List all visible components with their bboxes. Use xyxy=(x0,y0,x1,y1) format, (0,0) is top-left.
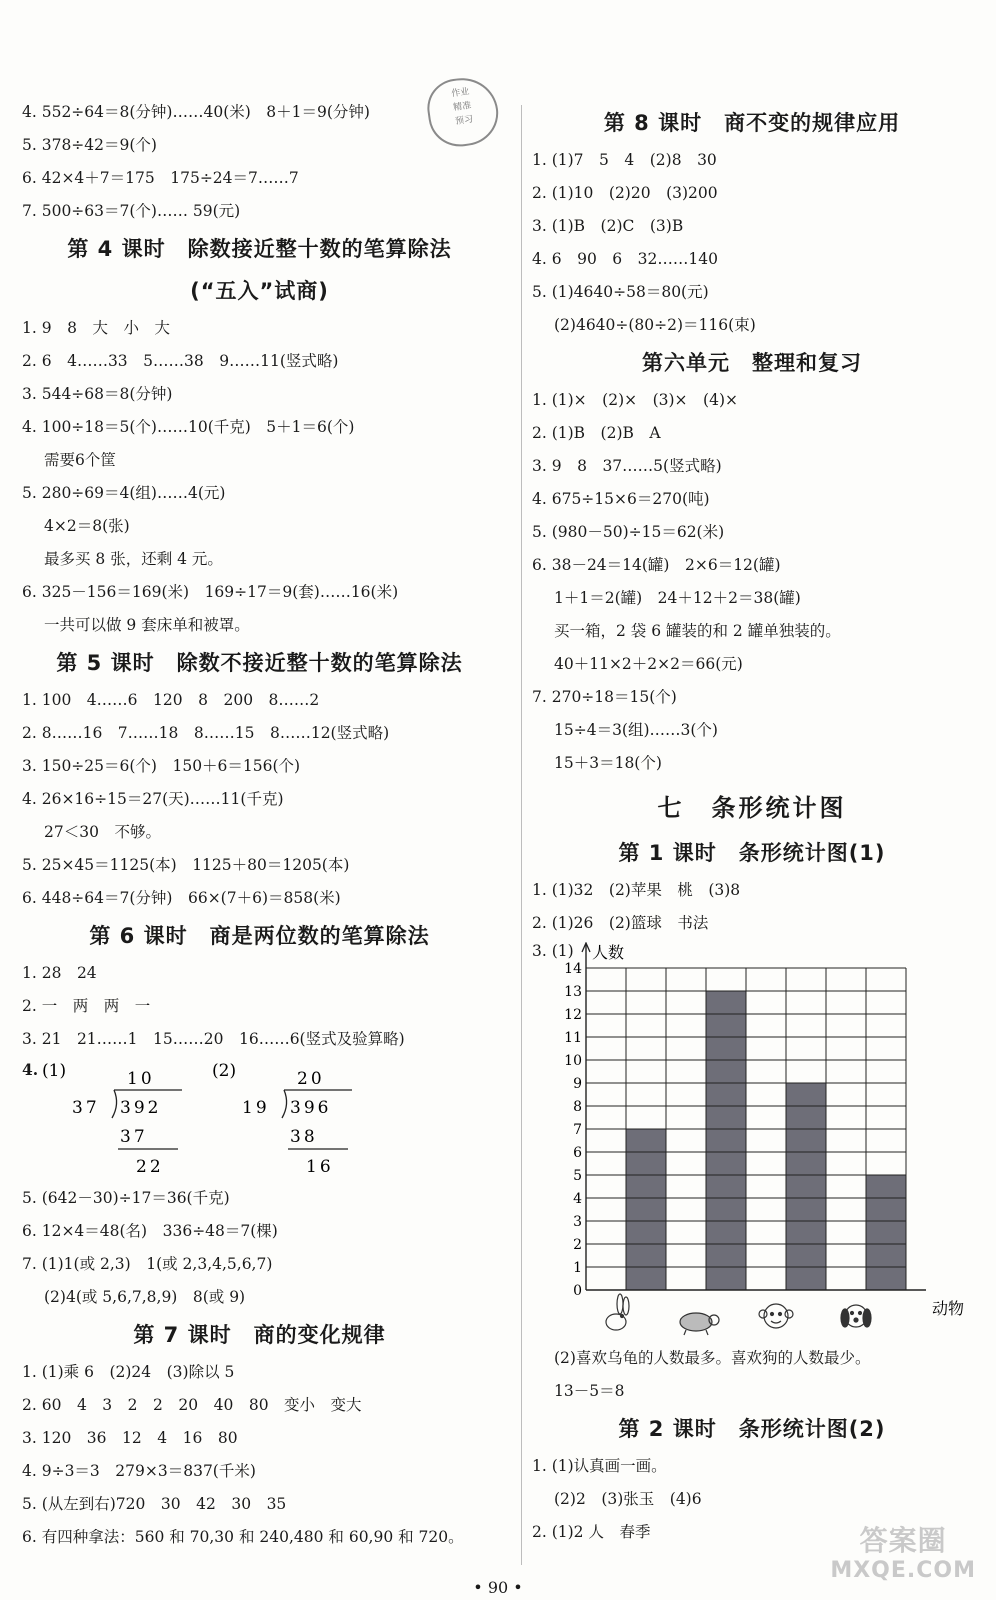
dividend: 392 xyxy=(120,1098,162,1118)
answer-line: (2)4(或 5,6,7,8,9) 8(或 9) xyxy=(44,1288,246,1306)
answer-line: 40＋11×2＋2×2＝66(元) xyxy=(554,655,743,673)
watermark: 答案圈 MXQE.COM xyxy=(830,1524,976,1583)
y-tick-label: 12 xyxy=(564,1007,582,1023)
rabbit-icon xyxy=(606,1294,629,1330)
answer-line: 2. (1)10 (2)20 (3)200 xyxy=(532,184,718,202)
answer-line: 5. (642－30)÷17＝36(千克) xyxy=(22,1189,230,1207)
y-tick-label: 14 xyxy=(564,961,582,977)
answer-line: 1. (1)× (2)× (3)× (4)× xyxy=(532,391,738,409)
product: 37 xyxy=(120,1127,148,1147)
section-heading: 第 6 课时 商是两位数的笔算除法 xyxy=(89,924,430,948)
remainder: 22 xyxy=(136,1157,164,1177)
answer-line: 4. 675÷15×6＝270(吨) xyxy=(532,490,710,508)
answer-line: 4. 552÷64＝8(分钟)……40(米) 8＋1＝9(分钟) xyxy=(22,103,370,121)
bar-乌龟 xyxy=(706,991,746,1290)
y-tick-label: 8 xyxy=(573,1099,582,1115)
chart-question-label: 3. (1) xyxy=(532,942,574,960)
answer-line: 1. 9 8 大 小 大 xyxy=(22,319,170,337)
answer-line: 2. 8……16 7……18 8……15 8……12(竖式略) xyxy=(22,724,390,742)
answer-line: 4. 26×16÷15＝27(天)……11(千克) xyxy=(22,790,284,808)
bar-狗 xyxy=(866,1175,906,1290)
answer-line: 15÷4＝3(组)……3(个) xyxy=(554,721,718,739)
monkey-icon xyxy=(759,1304,793,1328)
answer-line: 5. 280÷69＝4(组)……4(元) xyxy=(22,484,226,502)
answer-line: 4. 100÷18＝5(个)……10(千克) 5＋1＝6(个) xyxy=(22,418,355,436)
x-axis-label: 动物 xyxy=(932,1299,965,1318)
answer-line: 4. 9÷3＝3 279×3＝837(千米) xyxy=(22,1462,256,1480)
section-heading: (“五入”试商) xyxy=(190,279,329,303)
y-tick-label: 6 xyxy=(573,1145,582,1161)
answer-line: 4. 6 90 6 32……140 xyxy=(532,250,718,268)
y-tick-label: 2 xyxy=(573,1237,582,1253)
answer-line: 1. (1)认真画一画。 xyxy=(532,1457,667,1475)
answer-line: 3. 544÷68＝8(分钟) xyxy=(22,385,173,403)
quotient: 10 xyxy=(127,1069,155,1089)
answer-line: 2. 6 4……33 5……38 9……11(竖式略) xyxy=(22,352,339,370)
answer-line: 27＜30 不够。 xyxy=(44,823,161,841)
answer-line: 5. (从左到右)720 30 42 30 35 xyxy=(22,1495,287,1513)
y-tick-label: 11 xyxy=(564,1030,582,1046)
bar-兔 xyxy=(626,1129,666,1290)
section-heading: 第 8 课时 商不变的规律应用 xyxy=(603,111,901,135)
long-division-figure xyxy=(22,1056,492,1182)
turtle-icon xyxy=(680,1313,719,1335)
division-label: (1) xyxy=(42,1061,67,1081)
answer-line: 6. 448÷64＝7(分钟) 66×(7＋6)＝858(米) xyxy=(22,889,341,907)
answer-line: 1. 100 4……6 120 8 200 8……2 xyxy=(22,691,320,709)
page-number: • 90 • xyxy=(473,1578,523,1597)
answer-line: 3. 21 21……1 15……20 16……6(竖式及验算略) xyxy=(22,1030,405,1048)
y-tick-label: 4 xyxy=(573,1191,582,1207)
answer-line: 1＋1＝2(罐) 24＋12＋2＝38(罐) xyxy=(554,589,801,607)
answer-line: 1. (1)32 (2)苹果 桃 (3)8 xyxy=(532,881,741,899)
y-tick-label: 10 xyxy=(564,1053,582,1069)
answer-line: 2. 60 4 3 2 2 20 40 80 变小 变大 xyxy=(22,1396,362,1414)
y-tick-label: 5 xyxy=(573,1168,582,1184)
answer-line: 需要6个筐 xyxy=(44,451,116,469)
answer-line: 3. 9 8 37……5(竖式略) xyxy=(532,457,722,475)
answer-line: 3. (1)B (2)C (3)B xyxy=(532,217,684,235)
stamp: 作业 精准 预习 xyxy=(424,73,503,150)
dog-icon xyxy=(841,1305,871,1327)
answer-line: 6. 42×4＋7＝175 175÷24＝7……7 xyxy=(22,169,299,187)
answer-line: 5. (1)4640÷58＝80(元) xyxy=(532,283,709,301)
dividend: 396 xyxy=(290,1098,332,1118)
answer-line: (2)喜欢乌龟的人数最多。喜欢狗的人数最少。 xyxy=(554,1349,871,1367)
bar-猴 xyxy=(786,1083,826,1290)
unit-heading: 七 条形统计图 xyxy=(657,794,847,822)
division-bracket xyxy=(282,1090,287,1118)
left-column xyxy=(22,96,497,1554)
y-tick-label: 7 xyxy=(573,1122,582,1138)
division-label: (2) xyxy=(212,1061,237,1081)
y-tick-label: 13 xyxy=(564,984,582,1000)
section-heading: 第 7 课时 商的变化规律 xyxy=(133,1323,386,1347)
section-heading: 第 2 课时 条形统计图(2) xyxy=(618,1417,886,1441)
product: 38 xyxy=(290,1127,318,1147)
answer-line: 2. (1)2 人 春季 xyxy=(532,1523,651,1541)
answer-line: 2. 一 两 两 一 xyxy=(22,997,151,1015)
answer-line: 1. (1)乘 6 (2)24 (3)除以 5 xyxy=(22,1363,235,1381)
right-column xyxy=(532,102,972,1549)
y-tick-label: 0 xyxy=(573,1283,582,1299)
bar-chart xyxy=(532,942,972,1342)
y-tick-label: 9 xyxy=(573,1076,582,1092)
answer-line: 7. 500÷63＝7(个)…… 59(元) xyxy=(22,202,241,220)
answer-line: 4×2＝8(张) xyxy=(44,517,130,535)
remainder: 16 xyxy=(306,1157,334,1177)
answer-line: 15＋3＝18(个) xyxy=(554,754,662,772)
answer-line: 6. 325－156＝169(米) 169÷17＝9(套)……16(米) xyxy=(22,583,399,601)
divisor: 37 xyxy=(72,1098,100,1118)
question-number: 4. xyxy=(22,1060,39,1079)
answer-line: 13－5＝8 xyxy=(554,1382,625,1400)
section-heading: 第 4 课时 除数接近整十数的笔算除法 xyxy=(67,237,452,261)
long-division-block xyxy=(22,1056,497,1182)
answer-line: 1. (1)7 5 4 (2)8 30 xyxy=(532,151,717,169)
section-heading: 第六单元 整理和复习 xyxy=(642,351,862,375)
answer-line: 5. 25×45＝1125(本) 1125＋80＝1205(本) xyxy=(22,856,350,874)
column-divider xyxy=(521,105,522,1565)
answer-line: 6. 38－24＝14(罐) 2×6＝12(罐) xyxy=(532,556,781,574)
answer-line: 1. 28 24 xyxy=(22,964,97,982)
y-tick-label: 1 xyxy=(573,1260,582,1276)
answer-line: 3. 120 36 12 4 16 80 xyxy=(22,1429,238,1447)
answer-line: 一共可以做 9 套床单和被罩。 xyxy=(44,616,250,634)
divisor: 19 xyxy=(242,1098,270,1118)
y-tick-label: 3 xyxy=(573,1214,582,1230)
answer-line: 7. (1)1(或 2,3) 1(或 2,3,4,5,6,7) xyxy=(22,1255,273,1273)
quotient: 20 xyxy=(297,1069,325,1089)
answer-line: 5. 378÷42＝9(个) xyxy=(22,136,157,154)
answer-line: 2. (1)B (2)B A xyxy=(532,424,661,442)
answer-line: 5. (980－50)÷15＝62(米) xyxy=(532,523,725,541)
answer-line: 6. 12×4＝48(名) 336÷48＝7(棵) xyxy=(22,1222,278,1240)
division-bracket xyxy=(112,1090,117,1118)
answer-line: (2)4640÷(80÷2)＝116(束) xyxy=(554,316,756,334)
answer-line: 6. 有四种拿法：560 和 70,30 和 240,480 和 60,90 和 720。 xyxy=(22,1528,464,1546)
answer-line: 买一箱，2 袋 6 罐装的和 2 罐单独装的。 xyxy=(554,622,841,640)
answer-line: 7. 270÷18＝15(个) xyxy=(532,688,677,706)
section-heading: 第 1 课时 条形统计图(1) xyxy=(618,841,886,865)
section-heading: 第 5 课时 除数不接近整十数的笔算除法 xyxy=(56,651,463,675)
answer-line: 3. 150÷25＝6(个) 150＋6＝156(个) xyxy=(22,757,301,775)
answer-line: (2)2 (3)张玉 (4)6 xyxy=(554,1490,702,1508)
answer-line: 最多买 8 张，还剩 4 元。 xyxy=(44,550,223,568)
y-axis-label: 人数 xyxy=(592,943,625,962)
answer-line: 2. (1)26 (2)篮球 书法 xyxy=(532,914,709,932)
